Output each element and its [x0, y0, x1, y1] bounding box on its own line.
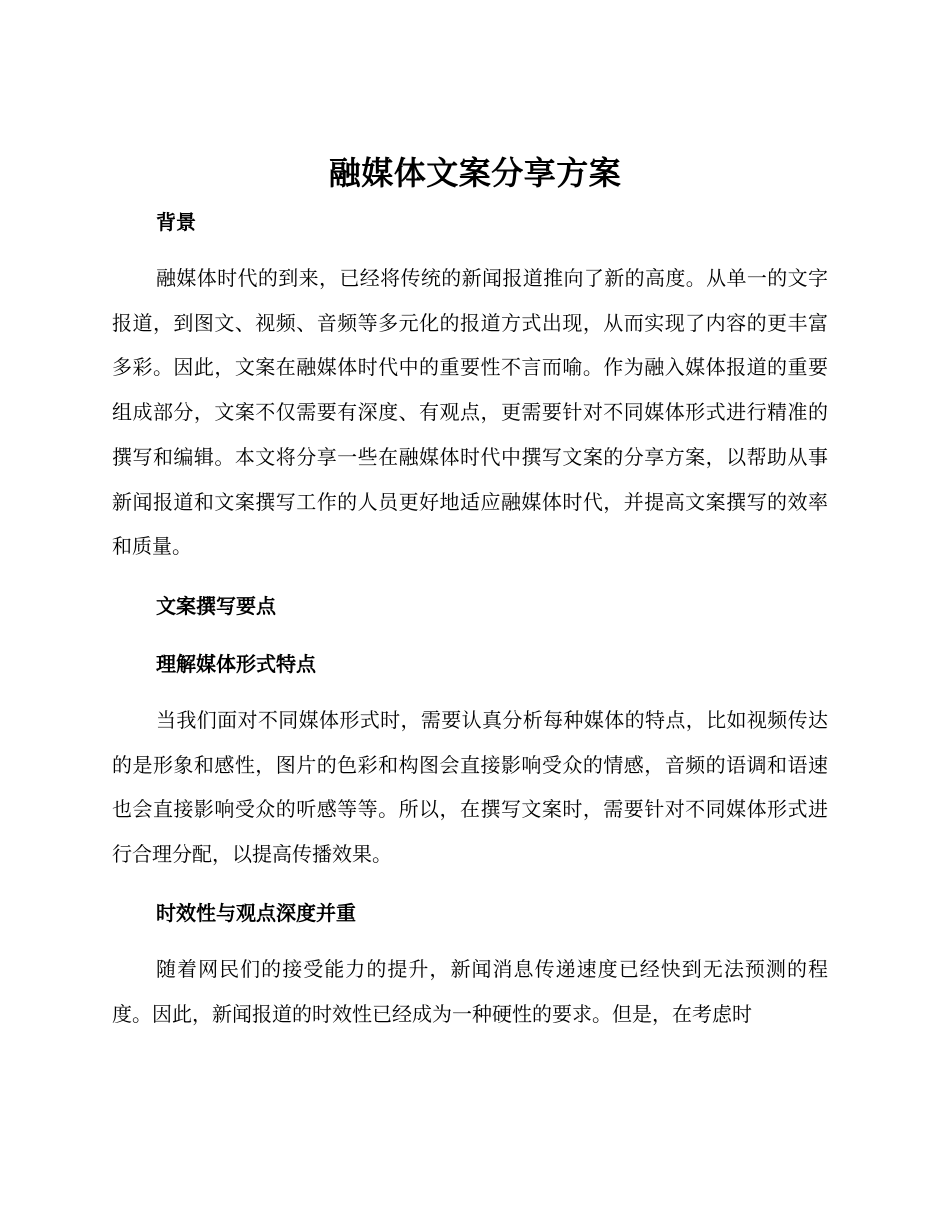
- paragraph-media-features: 当我们面对不同媒体形式时，需要认真分析每种媒体的特点，比如视频传达的是形象和感性，图片的色彩和构图会直接影响受众的情感，音频的语调和语速也会直接影响受众的听感等等。所以，在撰写文案时，需要针对不同媒体形式进行合理分配，以提高传播效果。: [112, 708, 828, 867]
- subsection-heading-media-features: 理解媒体形式特点: [156, 652, 316, 676]
- subsection-heading-timeliness: 时效性与观点深度并重: [156, 901, 356, 925]
- paragraph-timeliness: 随着网民们的接受能力的提升，新闻消息传递速度已经快到无法预测的程度。因此，新闻报道的时效性已经成为一种硬性的要求。但是，在考虑时: [112, 957, 828, 1026]
- section-heading-background: 背景: [156, 210, 196, 234]
- section-heading-writing-points: 文案撰写要点: [156, 594, 276, 618]
- document-title: 融媒体文案分享方案: [328, 154, 622, 192]
- paragraph-background: 融媒体时代的到来，已经将传统的新闻报道推向了新的高度。从单一的文字报道，到图文、视频、音频等多元化的报道方式出现，从而实现了内容的更丰富多彩。因此，文案在融媒体时代中的重要性不言而喻。作为融入媒体报道的重要组成部分，文案不仅需要有深度、有观点，更需要针对不同媒体形式进行精准的撰写和编辑。本文将分享一些在融媒体时代中撰写文案的分享方案，以帮助从事新闻报道和文案撰写工作的人员更好地适应融媒体时代，并提高文案撰写的效率和质量。: [112, 266, 828, 559]
